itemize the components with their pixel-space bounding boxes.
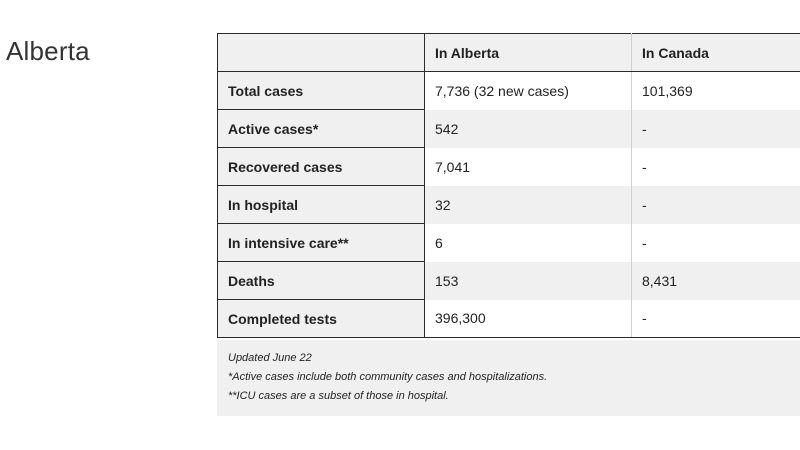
row-label-deaths: Deaths: [218, 262, 425, 300]
footnote-icu-cases: **ICU cases are a subset of those in hospital.: [228, 390, 449, 402]
cell-alberta-total-cases: 7,736 (32 new cases): [425, 72, 632, 110]
cell-canada-completed-tests: -: [632, 300, 800, 338]
cell-canada-recovered-cases: -: [632, 148, 800, 186]
cell-canada-in-hospital: -: [632, 186, 800, 224]
cell-alberta-in-hospital: 32: [425, 186, 632, 224]
cell-alberta-recovered-cases: 7,041: [425, 148, 632, 186]
cell-canada-total-cases: 101,369: [632, 72, 800, 110]
cell-alberta-deaths: 153: [425, 262, 632, 300]
row-label-recovered-cases: Recovered cases: [218, 148, 425, 186]
cases-table: [217, 33, 800, 338]
row-label-completed-tests: Completed tests: [218, 300, 425, 338]
page-title: Alberta: [6, 36, 90, 66]
row-label-in-hospital: In hospital: [218, 186, 425, 224]
table-row: [218, 148, 800, 186]
table-row: [218, 262, 800, 300]
cell-alberta-active-cases: 542: [425, 110, 632, 148]
updated-date: Updated June 22: [228, 352, 312, 364]
cell-alberta-intensive-care: 6: [425, 224, 632, 262]
cell-canada-intensive-care: -: [632, 224, 800, 262]
cell-canada-deaths: 8,431: [632, 262, 800, 300]
header-in-alberta: In Alberta: [425, 34, 632, 72]
cell-canada-active-cases: -: [632, 110, 800, 148]
row-label-active-cases: Active cases*: [218, 110, 425, 148]
table-row: [218, 186, 800, 224]
table-header-row: [218, 34, 800, 72]
header-in-canada: In Canada: [632, 34, 800, 72]
footnote-active-cases: *Active cases include both community cases and hospitalizations.: [228, 371, 548, 383]
cell-alberta-completed-tests: 396,300: [425, 300, 632, 338]
header-empty-cell: [218, 34, 425, 72]
table-row: [218, 224, 800, 262]
table-row: [218, 110, 800, 148]
table-notes: [217, 340, 800, 416]
row-label-total-cases: Total cases: [218, 72, 425, 110]
table-row: [218, 300, 800, 338]
table-row: [218, 72, 800, 110]
row-label-intensive-care: In intensive care**: [218, 224, 425, 262]
